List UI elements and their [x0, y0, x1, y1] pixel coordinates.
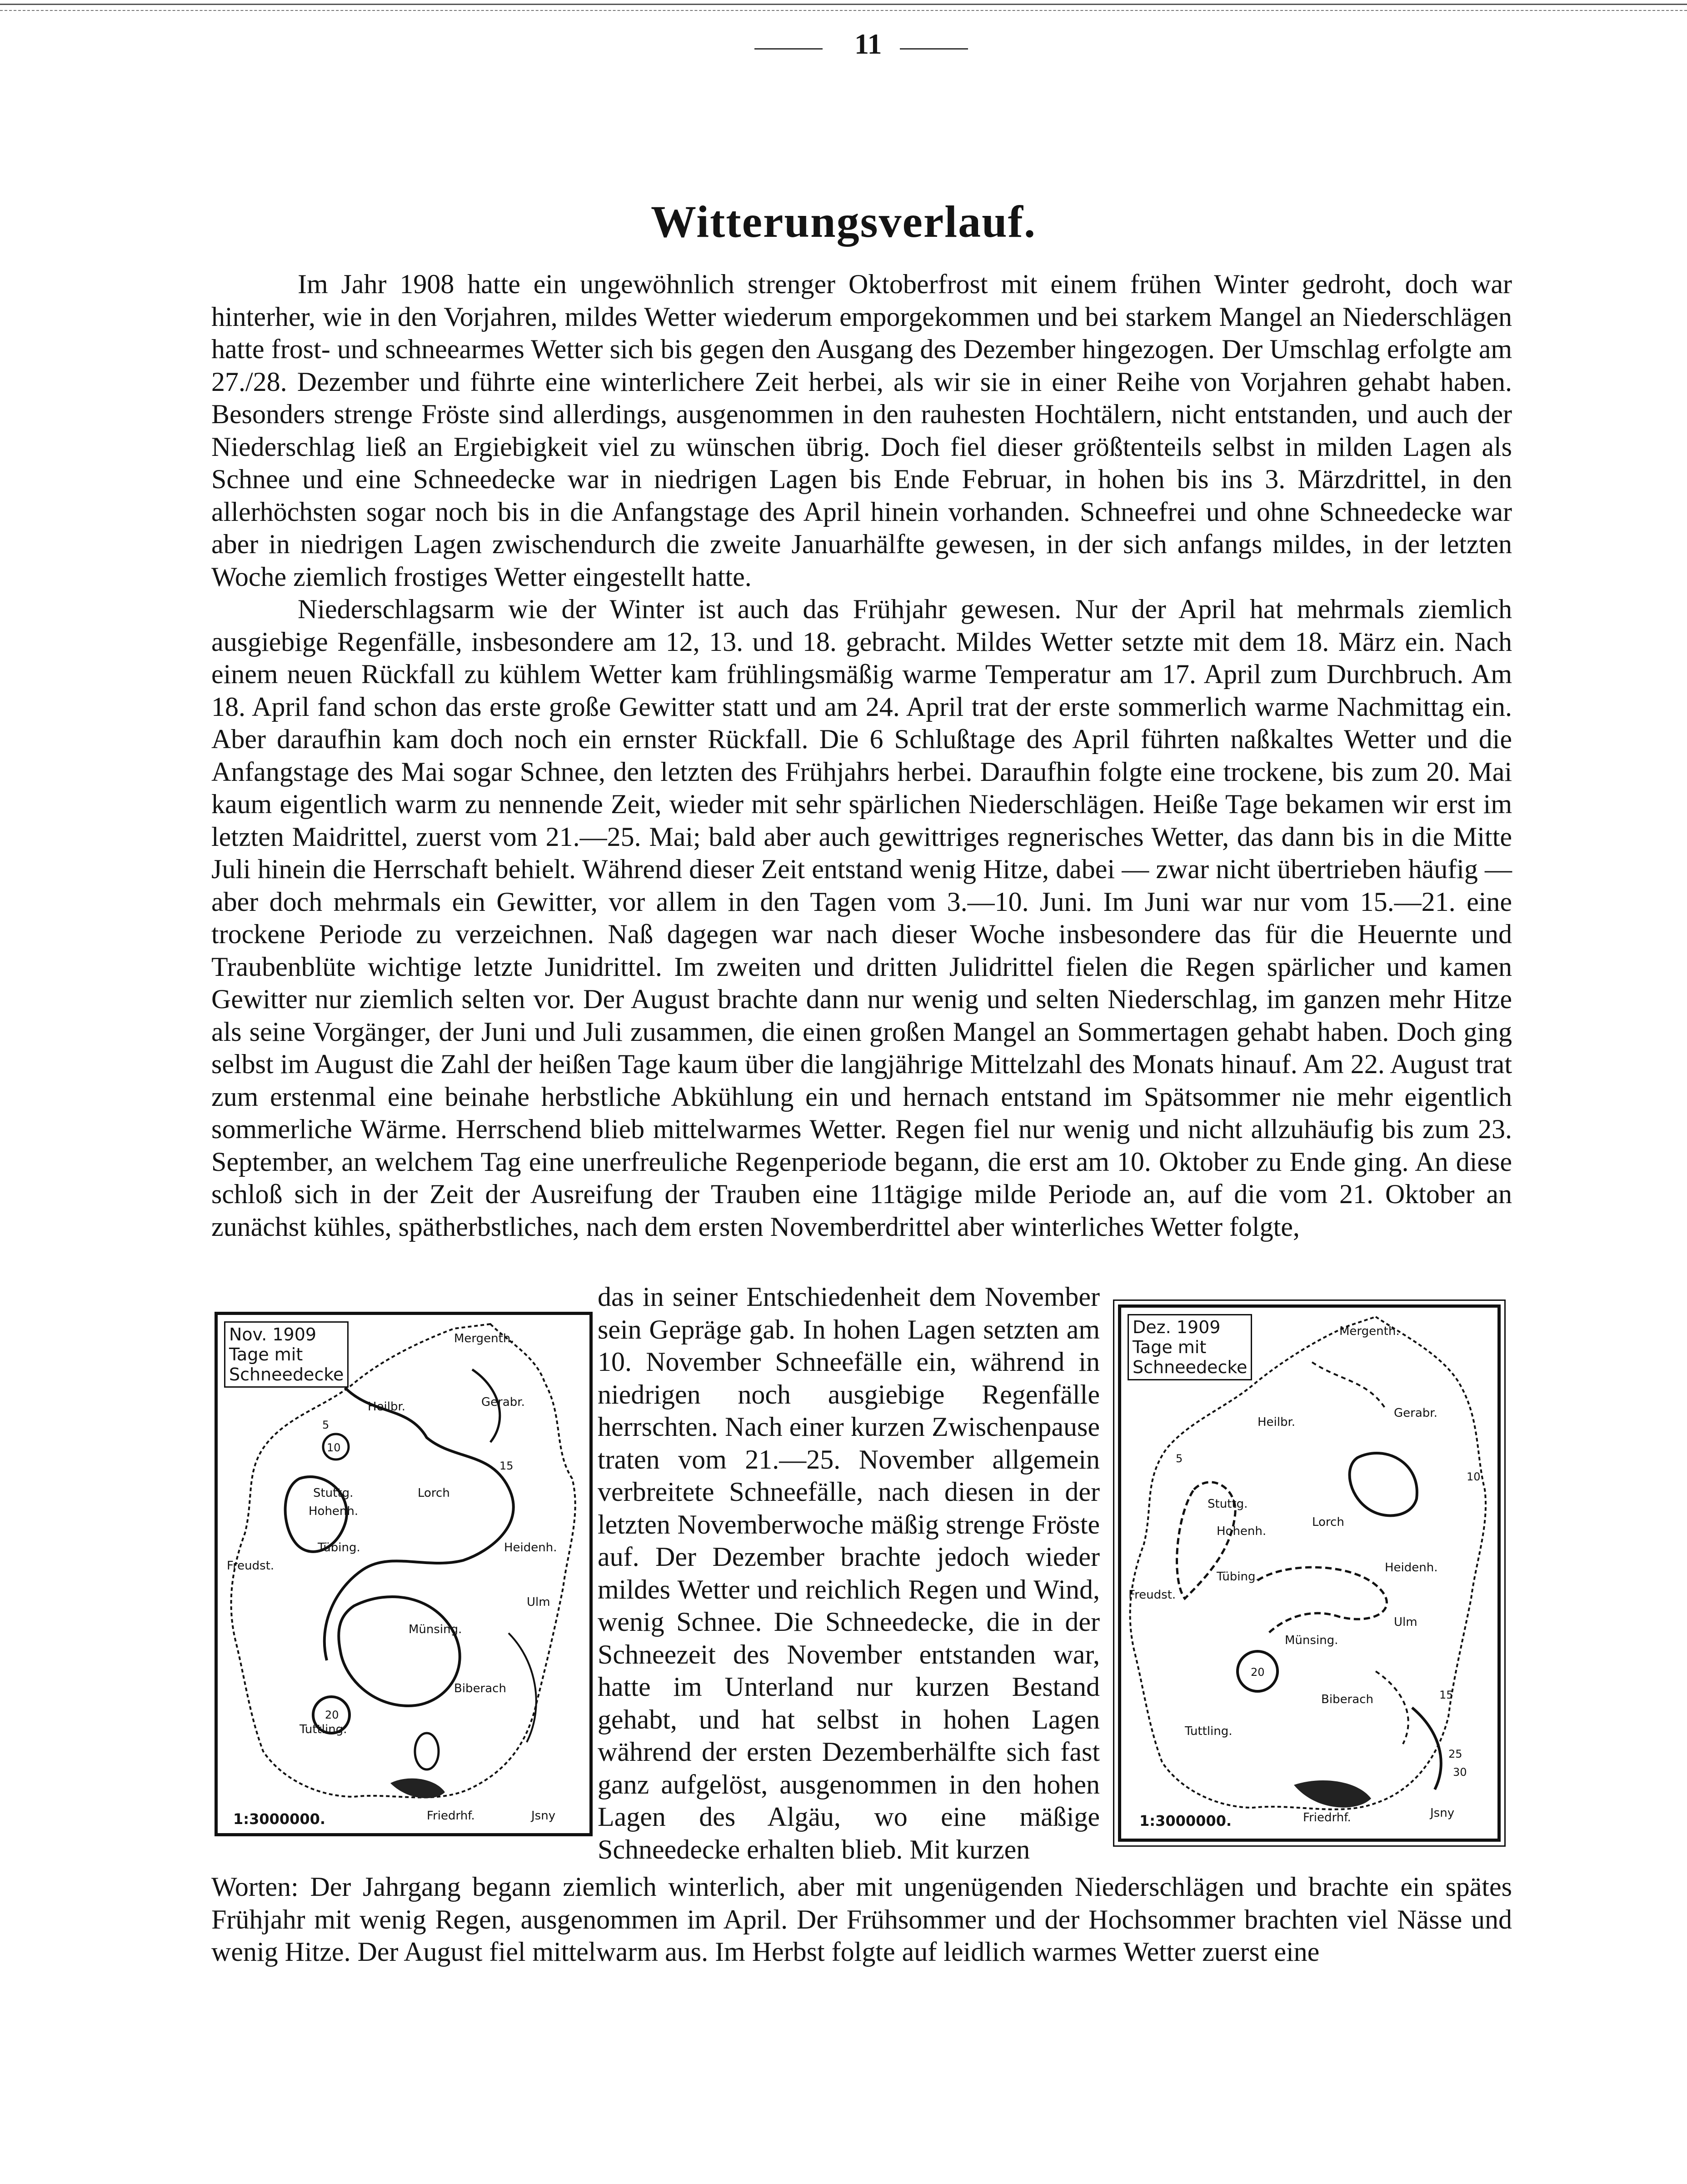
map-right-legend-line-2: Tage mit [1133, 1337, 1207, 1357]
paragraph-middle: das in seiner Entschiedenheit dem November sein Gepräge gab. In hohen Lagen setzten am 10. November Schneefälle ein, während in niedrigen noch ausgiebige Regenfälle herrschten. Nach einer kurzen Zwischenpause traten vom 21.—25. November allgemein verbreitete Schneefälle, nach diesen in der letzten Novemberwoche mäßig strenge Fröste auf. Der Dezember brachte jedoch wieder mildes Wetter und reichlich Regen und Wind, wenig Schnee. Die Schneedecke, die in der Schneezeit des November entstanden war, hatte im Unterland nur kurzen Bestand gehabt, und hat selbst in hohen Lagen während der ersten Dezemberhälfte sich fast ganz aufgelöst, ausgenommen in den hohen Lagen des Algäu, wo eine mäßige Schneedecke erhalten blieb. Mit kurzen [598, 1282, 1100, 1864]
map-right-place-2: Heilbr. [1258, 1415, 1296, 1429]
map-right-place-3: Stuttg. [1208, 1497, 1248, 1511]
map-right-iso-15: 15 [1439, 1689, 1453, 1701]
page-number: 11 [854, 28, 882, 60]
map-left-legend [224, 1321, 349, 1388]
map-right-place-9: Ulm [1394, 1615, 1417, 1629]
lake-constance-left [390, 1779, 445, 1799]
map-left-place-7: Heidenh. [504, 1541, 557, 1554]
isoline-left-circle-2 [415, 1733, 439, 1769]
map-right-iso-5: 5 [1176, 1452, 1183, 1465]
map-right-legend-line-1: Dez. 1909 [1133, 1317, 1221, 1337]
map-right-legend-line-3: Schneedecke [1133, 1357, 1248, 1377]
map-november-drawing [218, 1315, 589, 1833]
map-left-iso-10: 10 [327, 1441, 341, 1454]
map-left-legend-line-3: Schneedecke [229, 1364, 344, 1384]
map-right-iso-25: 25 [1448, 1748, 1462, 1760]
map-right-place-7: Heidenh. [1385, 1561, 1438, 1574]
map-right-place-11: Biberach [1321, 1693, 1373, 1706]
map-right-place-4: Lorch [1312, 1515, 1344, 1529]
map-right-place-5: Hohenh. [1217, 1524, 1267, 1538]
map-right-iso-20: 20 [1251, 1666, 1265, 1679]
map-right-place-10: Münsing. [1285, 1634, 1338, 1647]
map-left-iso-15: 15 [499, 1459, 514, 1472]
map-right-place-0: Mergenth. [1339, 1324, 1400, 1338]
map-left-place-3: Stuttg. [313, 1486, 354, 1500]
map-left-place-12: Tuttling. [299, 1723, 347, 1736]
map-right-place-1: Gerabr. [1394, 1406, 1437, 1420]
map-left-place-1: Gerabr. [481, 1395, 525, 1409]
map-left-legend-line-2: Tage mit [229, 1344, 303, 1364]
body-text-middle [598, 1281, 1100, 1866]
map-right-iso-10: 10 [1467, 1470, 1481, 1483]
map-left-place-13: Friedrhf. [427, 1809, 475, 1823]
map-right-place-6: Tübing. [1217, 1570, 1259, 1584]
map-left-legend-line-1: Nov. 1909 [229, 1324, 317, 1344]
isoline-left-5 [509, 1633, 536, 1742]
map-right-place-8: Freudst. [1128, 1588, 1176, 1602]
map-right-legend [1128, 1314, 1252, 1380]
isoline-left-3 [339, 1597, 459, 1706]
lake-constance-right [1294, 1780, 1371, 1808]
map-left-place-0: Mergenth. [454, 1332, 514, 1345]
map-left-scale: 1:3000000. [233, 1810, 326, 1828]
map-left-iso-5: 5 [322, 1419, 329, 1431]
top-border-dashed-line [0, 10, 1687, 11]
page-title: Witterungsverlauf. [651, 196, 1036, 247]
body-text-bottom [211, 1871, 1512, 1969]
paragraph-1: Im Jahr 1908 hatte ein ungewöhnlich strenger Oktoberfrost mit einem frühen Winter gedroht, doch war hinterher, wie in den Vorjahren, mildes Wetter wiederum emporgekommen und bei starkem Mangel an Niederschlägen hatte frost- und schneearmes Wetter sich bis gegen den Ausgang des Dezember hingezogen. Der Umschlag erfolgte am 27./28. Dezember und führte eine winterlichere Zeit herbei, als wir sie in einer Reihe von Vorjahren gehabt haben. Besonders strenge Fröste sind allerdings, ausgenommen in den rauhesten Hochtälern, nicht entstanden, und auch der Niederschlag ließ an Ergiebigkeit viel zu wünschen übrig. Doch fiel dieser größtenteils selbst in milden Lagen als Schnee und eine Schneedecke war in niedrigen Lagen bis Ende Februar, in hohen bis ins 3. Märzdrittel, in den allerhöchsten sogar noch bis in die Anfangstage des April hinein vorhanden. Schneefrei und ohne Schneedecke war aber in niedrigen Lagen zwischendurch die zweite Januarhälfte gewesen, in der sich anfangs mildes, in der letzten Woche ziemlich frostiges Wetter eingestellt hatte. [211, 269, 1512, 592]
paragraph-2: Niederschlagsarm wie der Winter ist auch das Frühjahr gewesen. Nur der April hat mehrmals ziemlich ausgiebige Regenfälle, insbesondere am 12, 13. und 18. gebracht. Mildes Wetter setzte mit dem 18. März ein. Nach einem neuen Rückfall zu kühlem Wetter kam frühlingsmäßig warme Temperatur am 17. April zum Durchbruch. Am 18. April fand schon das erste große Gewitter statt und am 24. April trat der erste sommerlich warme Nachmittag ein. Aber daraufhin kam doch noch ein ernster Rückfall. Die 6 Schlußtage des April führten naßkaltes Wetter und die Anfangstage des Mai sogar Schnee, den letzten des Frühjahrs herbei. Daraufhin folgte eine trockene, bis zum 20. Mai kaum eigentlich warm zu nennende Zeit, wieder mit sehr spärlichen Niederschlägen. Heiße Tage bekamen wir erst im letzten Maidrittel, zuerst vom 21.—25. Mai; bald aber auch gewittriges regnerisches Wetter, das dann bis in die Mitte Juli hinein die Herrschaft behielt. Während dieser Zeit entstand wenig Hitze, dabei — zwar nicht übertrieben häufig — aber doch mehrmals ein Gewitter, vor allem in den Tagen vom 3.—10. Juni. Im Juni war nur vom 15.—21. eine trockene Periode zu verzeichnen. Naß dagegen war nach dieser Woche insbesondere das für die Heuernte und Traubenblüte wichtige letzte Junidrittel. Im zweiten und dritten Julidrittel fielen die Regen spärlicher und kamen Gewitter nur ziemlich selten vor. Der August brachte dann nur wenig und selten Niederschlag, im ganzen mehr Hitze als seine Vorgänger, der Juni und Juli zusammen, die einen großen Mangel an Sommertagen gehabt haben. Doch ging selbst im August die Zahl der heißen Tage kaum über die langjährige Mittelzahl des Monats hinauf. Am 22. August trat zum erstenmal eine beinahe herbstliche Abkühlung ein und hernach entstand im Spätsommer nie mehr eigentlich sommerliche Wärme. Herrschend blieb mittelwarmes Wetter. Regen fiel nur wenig und nicht allzuhäufig bis zum 23. September, an welchem Tag eine unerfreuliche Regenperiode begann, die erst am 10. Oktober zu Ende ging. An diese schloß sich in der Zeit der Ausreifung der Trauben eine 11tägige milde Periode an, auf die vom 21. Oktober an zunächst kühles, spätherbstliches, nach dem ersten Novemberdrittel aber winterliches Wetter folgte, [211, 594, 1512, 1242]
map-left-place-6: Tübing. [318, 1541, 360, 1554]
map-right-place-12: Tuttling. [1185, 1724, 1233, 1738]
top-border-line [0, 4, 1687, 5]
map-left-place-4: Lorch [418, 1486, 450, 1500]
isoline-right-2 [1350, 1453, 1417, 1515]
page-number-dash-left [754, 48, 823, 50]
isoline-right-5 [1376, 1671, 1408, 1744]
map-left-place-14: Jsny [531, 1809, 556, 1823]
isoline-left-1 [324, 1388, 514, 1660]
map-left-place-5: Hohenh. [309, 1504, 359, 1518]
map-december [1118, 1304, 1501, 1842]
map-right-place-13: Friedrhf. [1303, 1811, 1351, 1824]
map-december-drawing [1121, 1308, 1497, 1839]
map-left-place-11: Biberach [454, 1682, 506, 1695]
page-number-dash-right [900, 48, 968, 50]
isoline-right-6 [1312, 1362, 1385, 1408]
map-left-place-2: Heilbr. [368, 1400, 406, 1414]
map-left-place-9: Ulm [527, 1595, 550, 1609]
paragraph-bottom: Worten: Der Jahrgang begann ziemlich winterlich, aber mit ungenügenden Niederschlägen und brachte ein spätes Frühjahr mit wenig Regen, ausgenommen im April. Der Frühsommer und der Hochsommer brachten viel Nässe und wenig Hitze. Der August fiel mittelwarm aus. Im Herbst folgte auf leidlich warmes Wetter zuerst eine [211, 1872, 1512, 1967]
map-left-place-8: Freudst. [227, 1559, 275, 1573]
body-text-top [211, 268, 1512, 1243]
isoline-right-3 [1258, 1567, 1387, 1635]
map-right-iso-30: 30 [1453, 1766, 1467, 1779]
map-november [215, 1312, 593, 1836]
map-right-place-14: Jsny [1430, 1806, 1455, 1820]
map-right-scale: 1:3000000. [1139, 1812, 1232, 1829]
map-left-place-10: Münsing. [409, 1623, 462, 1636]
map-left-iso-20: 20 [325, 1709, 339, 1721]
